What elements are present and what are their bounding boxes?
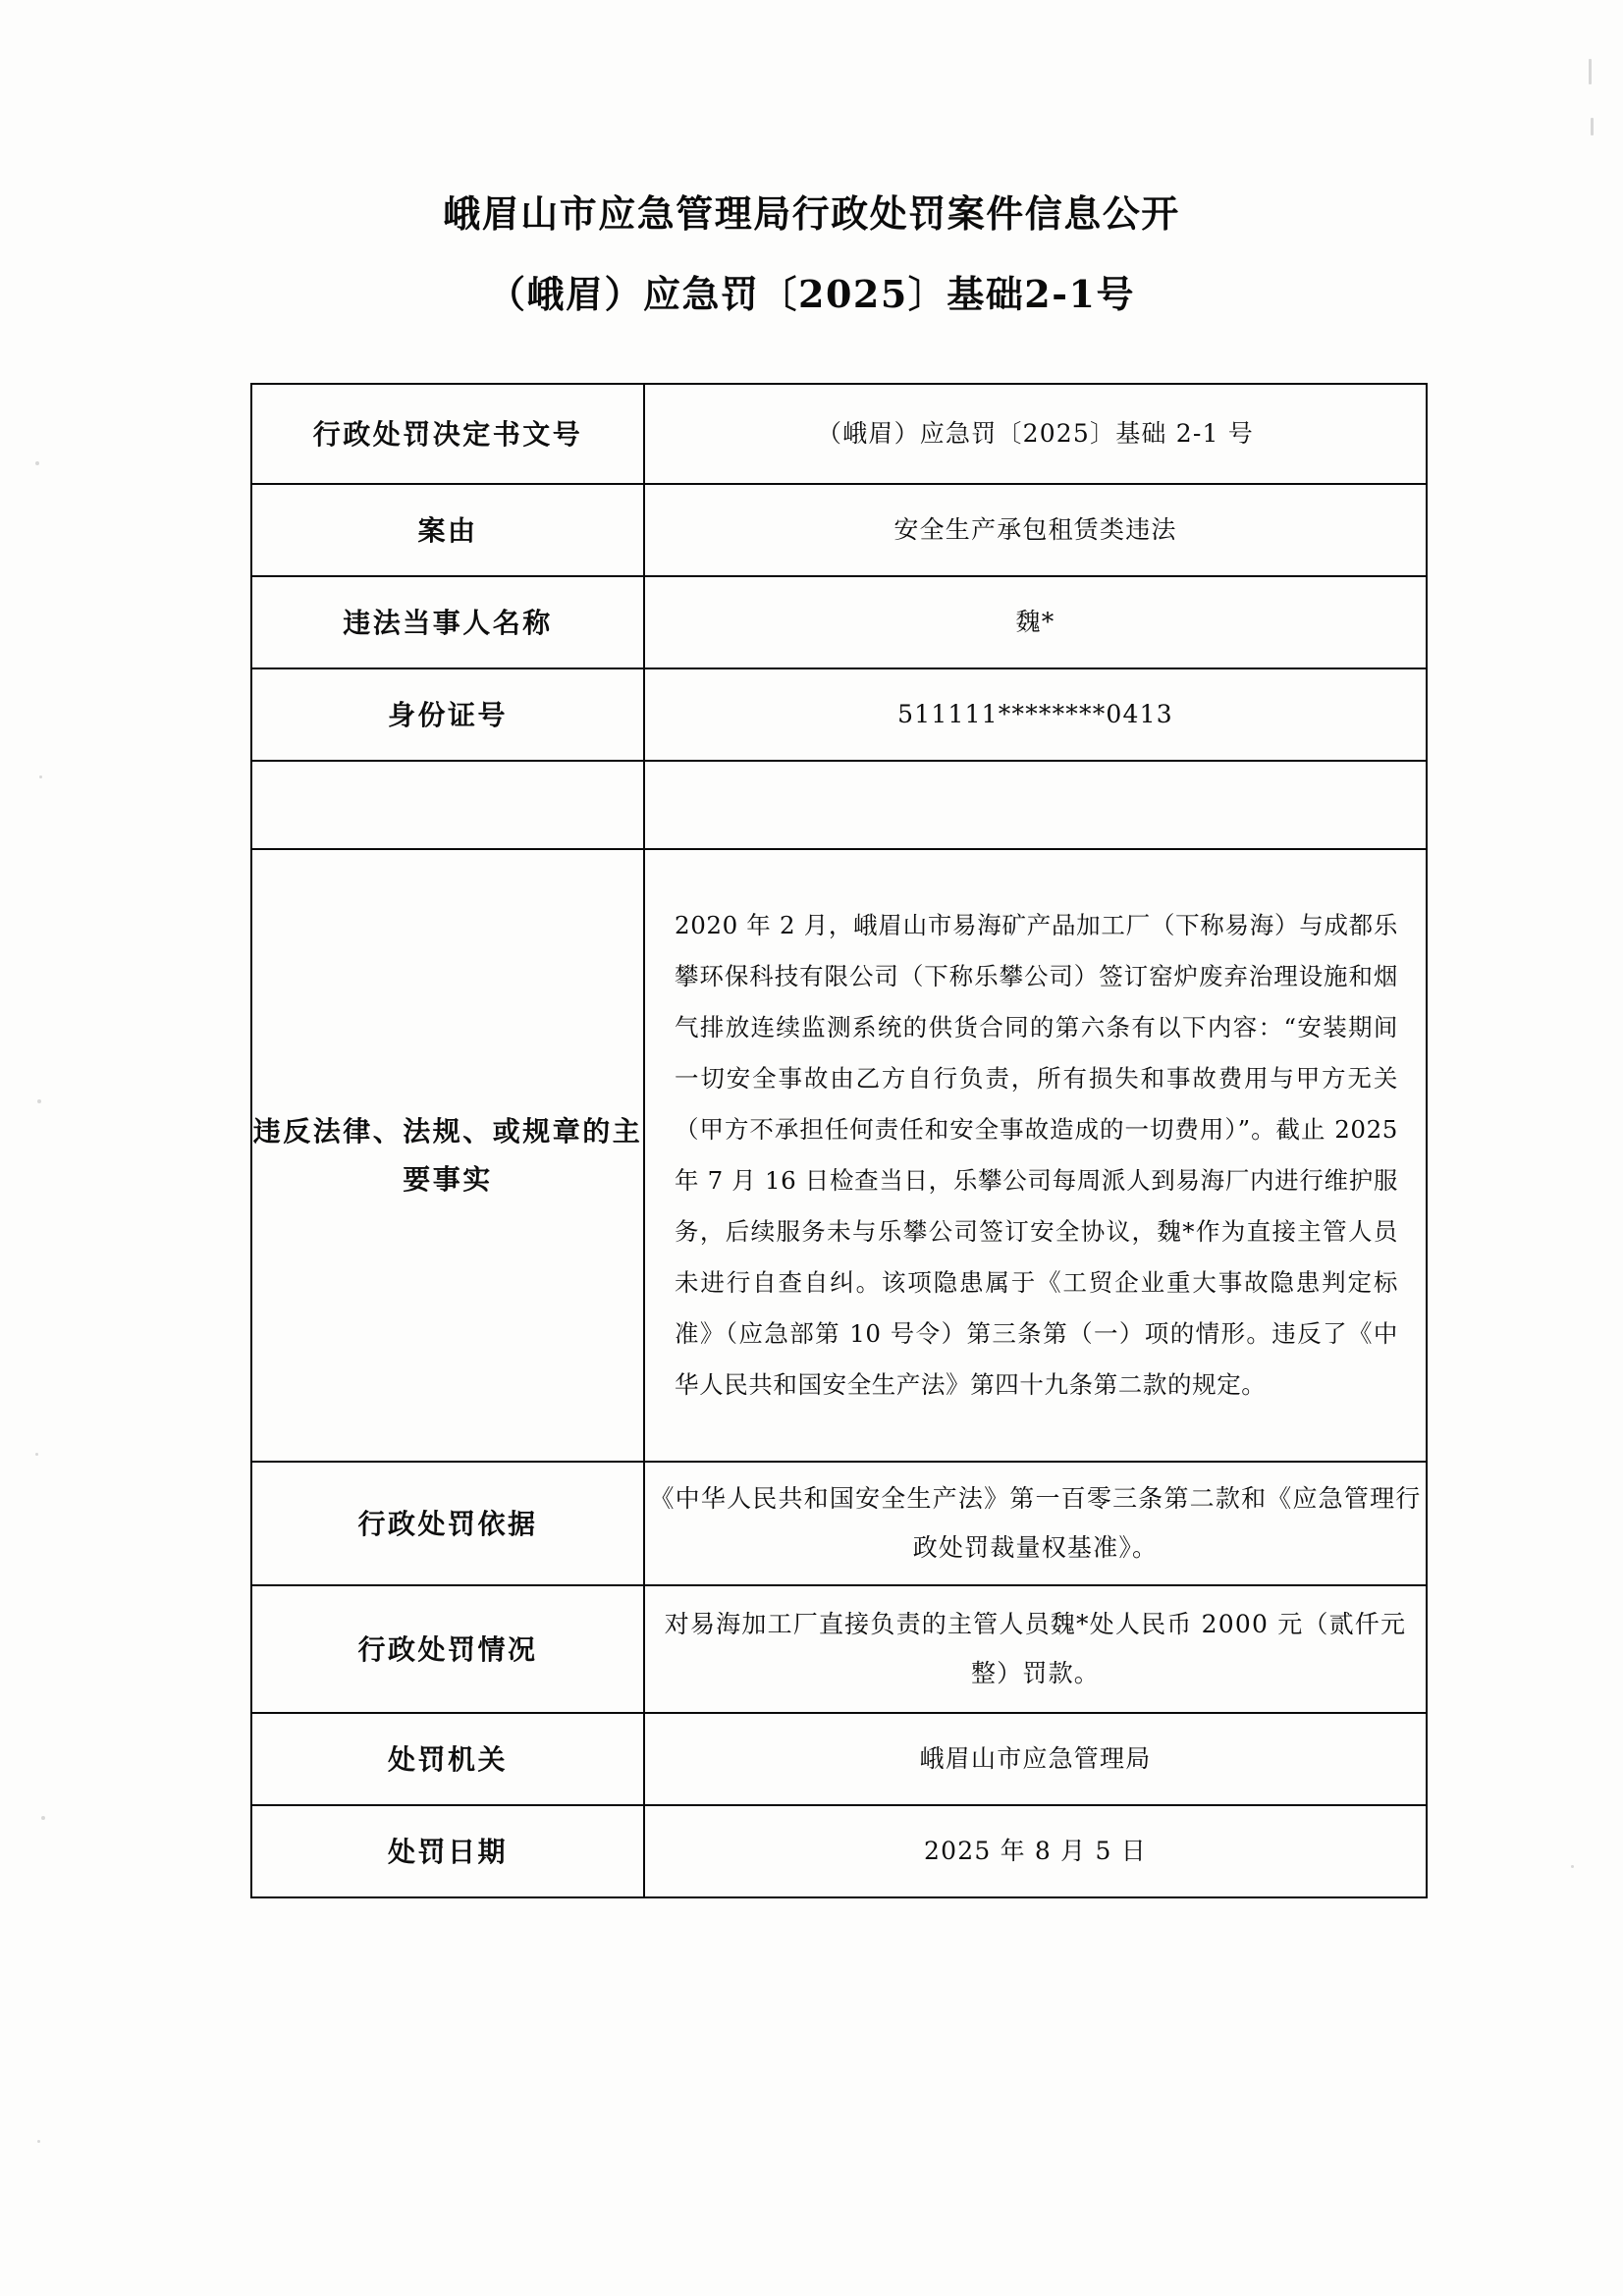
row-value-penalty-detail: 对易海加工厂直接负责的主管人员魏*处人民币 2000 元（贰仟元整）罚款。 xyxy=(644,1585,1427,1713)
page-title: 峨眉山市应急管理局行政处罚案件信息公开 xyxy=(443,191,1180,236)
row-label-blank xyxy=(251,761,644,849)
scan-speckle xyxy=(41,1816,45,1820)
row-value-penalty-date: 2025 年 8 月 5 日 xyxy=(644,1805,1427,1897)
document-heading xyxy=(0,192,1623,315)
scan-speckle xyxy=(37,2140,40,2143)
table-row xyxy=(251,1585,1427,1713)
row-value-penalty-basis: 《中华人民共和国安全生产法》第一百零三条第二款和《应急管理行政处罚裁量权基准》。 xyxy=(644,1462,1427,1585)
table-row xyxy=(251,576,1427,668)
table-row xyxy=(251,384,1427,484)
table-row xyxy=(251,1805,1427,1897)
row-value-violation-facts: 2020 年 2 月，峨眉山市易海矿产品加工厂（下称易海）与成都乐攀环保科技有限公司（下称乐攀公司）签订窑炉废弃治理设施和烟气排放连续监测系统的供货合同的第六条有以下内容：“安装期间一切安全事故由乙方自行负责，所有损失和事故费用与甲方无关（甲方不承担任何责任和安全事故造成的一切费用）”。截止 2025 年 7 月 16 日检查当日，乐攀公司每周派人到易海厂内进行维护服务，后续服务未与乐攀公司签订安全协议，魏*作为直接主管人员未进行自查自纠。该项隐患属于《工贸企业重大事故隐患判定标准》（应急部第 10 号令）第三条第（一）项的情形。违反了《中华人民共和国安全生产法》第四十九条第二款的规定。 xyxy=(644,849,1427,1462)
scan-speckle xyxy=(39,775,42,778)
penalty-info-table xyxy=(250,383,1428,1898)
page-subtitle-decision-number: （峨眉）应急罚〔2025〕基础2-1号 xyxy=(488,271,1135,316)
table-row xyxy=(251,484,1427,576)
table-row-empty xyxy=(251,761,1427,849)
table-row xyxy=(251,849,1427,1462)
row-label-case-reason: 案由 xyxy=(251,484,644,576)
row-label-id-number: 身份证号 xyxy=(251,668,644,761)
row-label-penalty-basis: 行政处罚依据 xyxy=(251,1462,644,1585)
row-label-decision-number: 行政处罚决定书文号 xyxy=(251,384,644,484)
row-label-violation-facts: 违反法律、法规、或规章的主要事实 xyxy=(251,849,644,1462)
table-row xyxy=(251,1462,1427,1585)
scan-speckle xyxy=(1589,59,1592,84)
scan-speckle xyxy=(1571,1865,1574,1868)
scan-speckle xyxy=(37,1099,41,1103)
row-value-id-number: 511111********0413 xyxy=(644,668,1427,761)
table-row xyxy=(251,1713,1427,1805)
table-row xyxy=(251,668,1427,761)
row-label-penalty-agency: 处罚机关 xyxy=(251,1713,644,1805)
row-value-penalty-agency: 峨眉山市应急管理局 xyxy=(644,1713,1427,1805)
row-value-case-reason: 安全生产承包租赁类违法 xyxy=(644,484,1427,576)
row-label-penalty-date: 处罚日期 xyxy=(251,1805,644,1897)
scan-speckle xyxy=(35,461,39,465)
scan-speckle xyxy=(35,1453,38,1456)
row-label-party-name: 违法当事人名称 xyxy=(251,576,644,668)
row-value-decision-number: （峨眉）应急罚〔2025〕基础 2-1 号 xyxy=(644,384,1427,484)
row-value-blank xyxy=(644,761,1427,849)
row-label-penalty-detail: 行政处罚情况 xyxy=(251,1585,644,1713)
row-value-party-name: 魏* xyxy=(644,576,1427,668)
scan-speckle xyxy=(1591,118,1594,135)
